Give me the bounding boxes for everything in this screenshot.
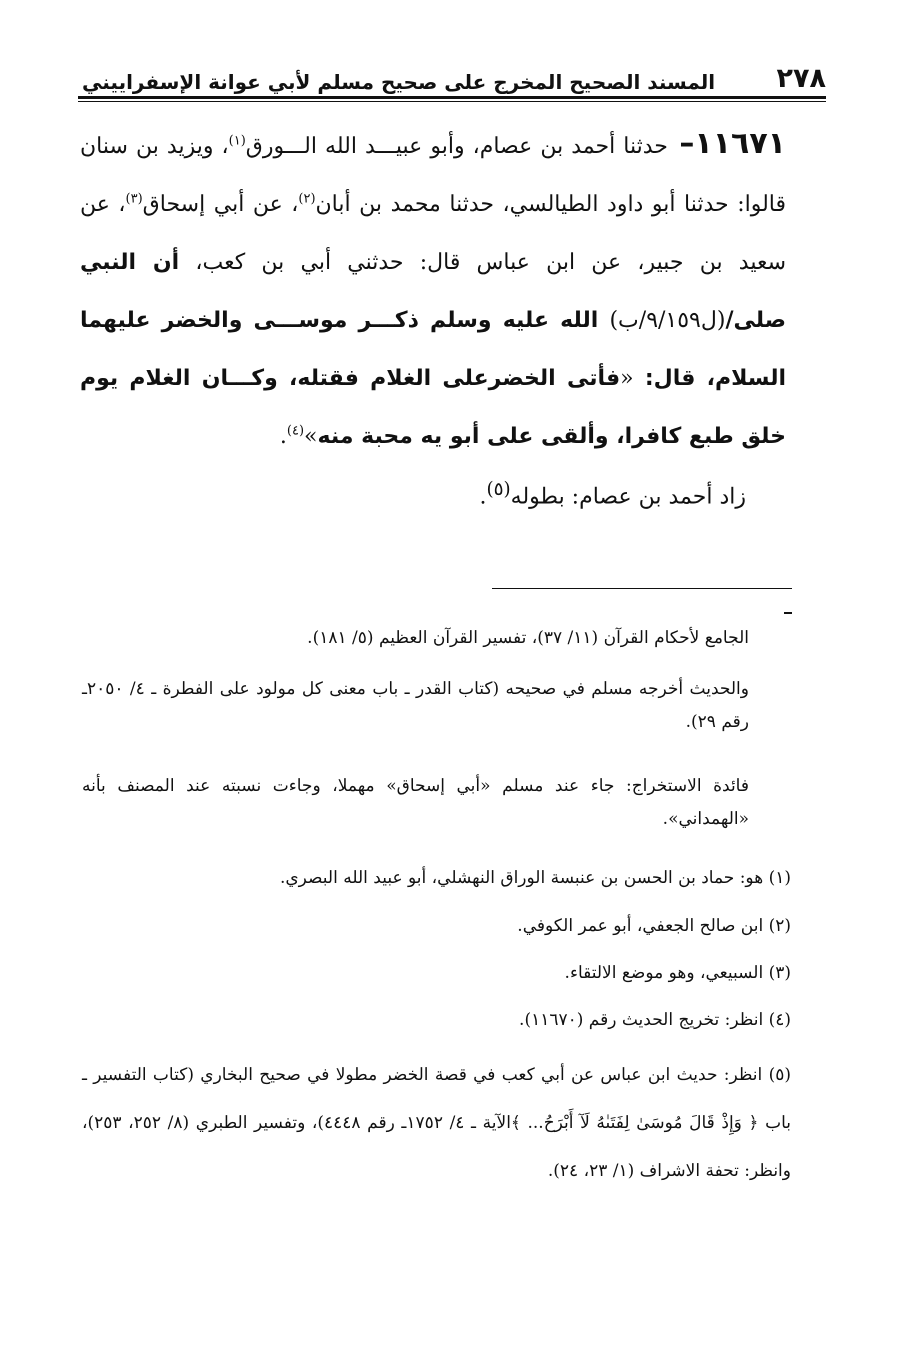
hadith-part-1: حدثنا أحمد بن عصام، وأبو عبيـــد الله الـــورق [245, 134, 668, 159]
running-title: المسند الصحيح المخرج على صحيح مسلم لأبي عوانة الإسفراييني [82, 70, 716, 94]
hadith-part-2: ، ويزيد بن سنان قالوا: حدثنا أبو داود الطيالسي، حدثنا محمد بن أبان [80, 134, 787, 217]
hadith-dash: – [667, 126, 695, 161]
footnote-ref-2: (٢) [298, 191, 316, 207]
footnote-ref-4: (٤) [286, 423, 305, 439]
footnote-continuation-3: فائدة الاستخراج: جاء عند مسلم «أبي إسحاق» مهملا، وجاءت نسبته عند المصنف بأنه «الهمداني». [82, 776, 749, 829]
page-header [78, 52, 826, 92]
quote-open: « [620, 366, 634, 391]
hadith-end: . [279, 424, 287, 449]
footnote-continuation-mark [784, 612, 792, 614]
hadith-bold-1: أن النبي صلى/ [80, 250, 786, 333]
footnote-separator [492, 588, 792, 589]
footnote-ref-3: (٣) [125, 191, 143, 207]
footnote-continuation-1: الجامع لأحكام القرآن (١١/ ٣٧)، تفسير القرآن العظيم (٥/ ١٨١). [307, 628, 749, 648]
hadith-bold-2: الله عليه وسلم ذكـــر موســـى والخضر عليهما السلام، قال: [80, 308, 786, 391]
footnote-4: (٤) انظر: تخريج الحديث رقم (١١٦٧٠). [519, 1010, 791, 1030]
footnote-1: (١) هو: حماد بن الحسن بن عنبسة الوراق النهشلي، أبو عبيد الله البصري. [279, 868, 791, 888]
footnote-ref-5: (٥) [486, 479, 511, 500]
hadith-text [80, 115, 786, 466]
footnote-5: (٥) انظر: حديث ابن عباس عن أبي كعب في قصة الخضر مطولا في صحيح البخاري (كتاب التفسير ـ باب ﴿ وَإِذْ قَالَ مُوسَىٰ لِفَتَىٰهُ لَآ أَبْرَحُ... ﴾الآية ـ ٤/ ١٧٥٢ـ رقم ٤٤٤٨)، وتفسير الطبري (٨/ ٢٥٢، ٢٥٣)، وانظر: تحفة الاشراف (١/ ٢٣، ٢٤). [82, 1065, 791, 1181]
quote-close: » [304, 424, 318, 449]
footnote-3: (٣) السبيعي، وهو موضع الالتقاء. [564, 963, 791, 983]
footnote-continuation-2: والحديث أخرجه مسلم في صحيحه (كتاب القدر ـ باب معنى كل مولود على الفطرة ـ ٤/ ٢٠٥٠ـ رقم ٢٩). [82, 679, 749, 732]
header-rule-thin [78, 101, 826, 102]
hadith-part-4: ، عن سعيد بن جبير، عن ابن عباس قال: حدثني أبي بن كعب، [80, 192, 787, 275]
hadith-part-3: ، عن أبي إسحاق [142, 192, 299, 217]
footnote-ref-1: (١) [228, 133, 246, 149]
addition-text: زاد أحمد بن عصام: بطوله [510, 484, 746, 510]
addition-end: . [479, 484, 487, 510]
hadith-number: ١١٦٧١ [694, 126, 786, 161]
header-rule-thick [78, 96, 826, 99]
hadith-bold-3: فأتى الخضرعلى الغلام فقتله، وكـــان الغلام يوم خلق طبع كافرا، وألقى على أبو يه محبة منه [80, 366, 786, 449]
page-number: ٢٧٨ [776, 63, 826, 94]
addition-line [80, 470, 786, 517]
footnote-2: (٢) ابن صالح الجعفي، أبو عمر الكوفي. [517, 916, 791, 936]
manuscript-ref: (ل٩/١٥٩/ب) [609, 308, 726, 333]
